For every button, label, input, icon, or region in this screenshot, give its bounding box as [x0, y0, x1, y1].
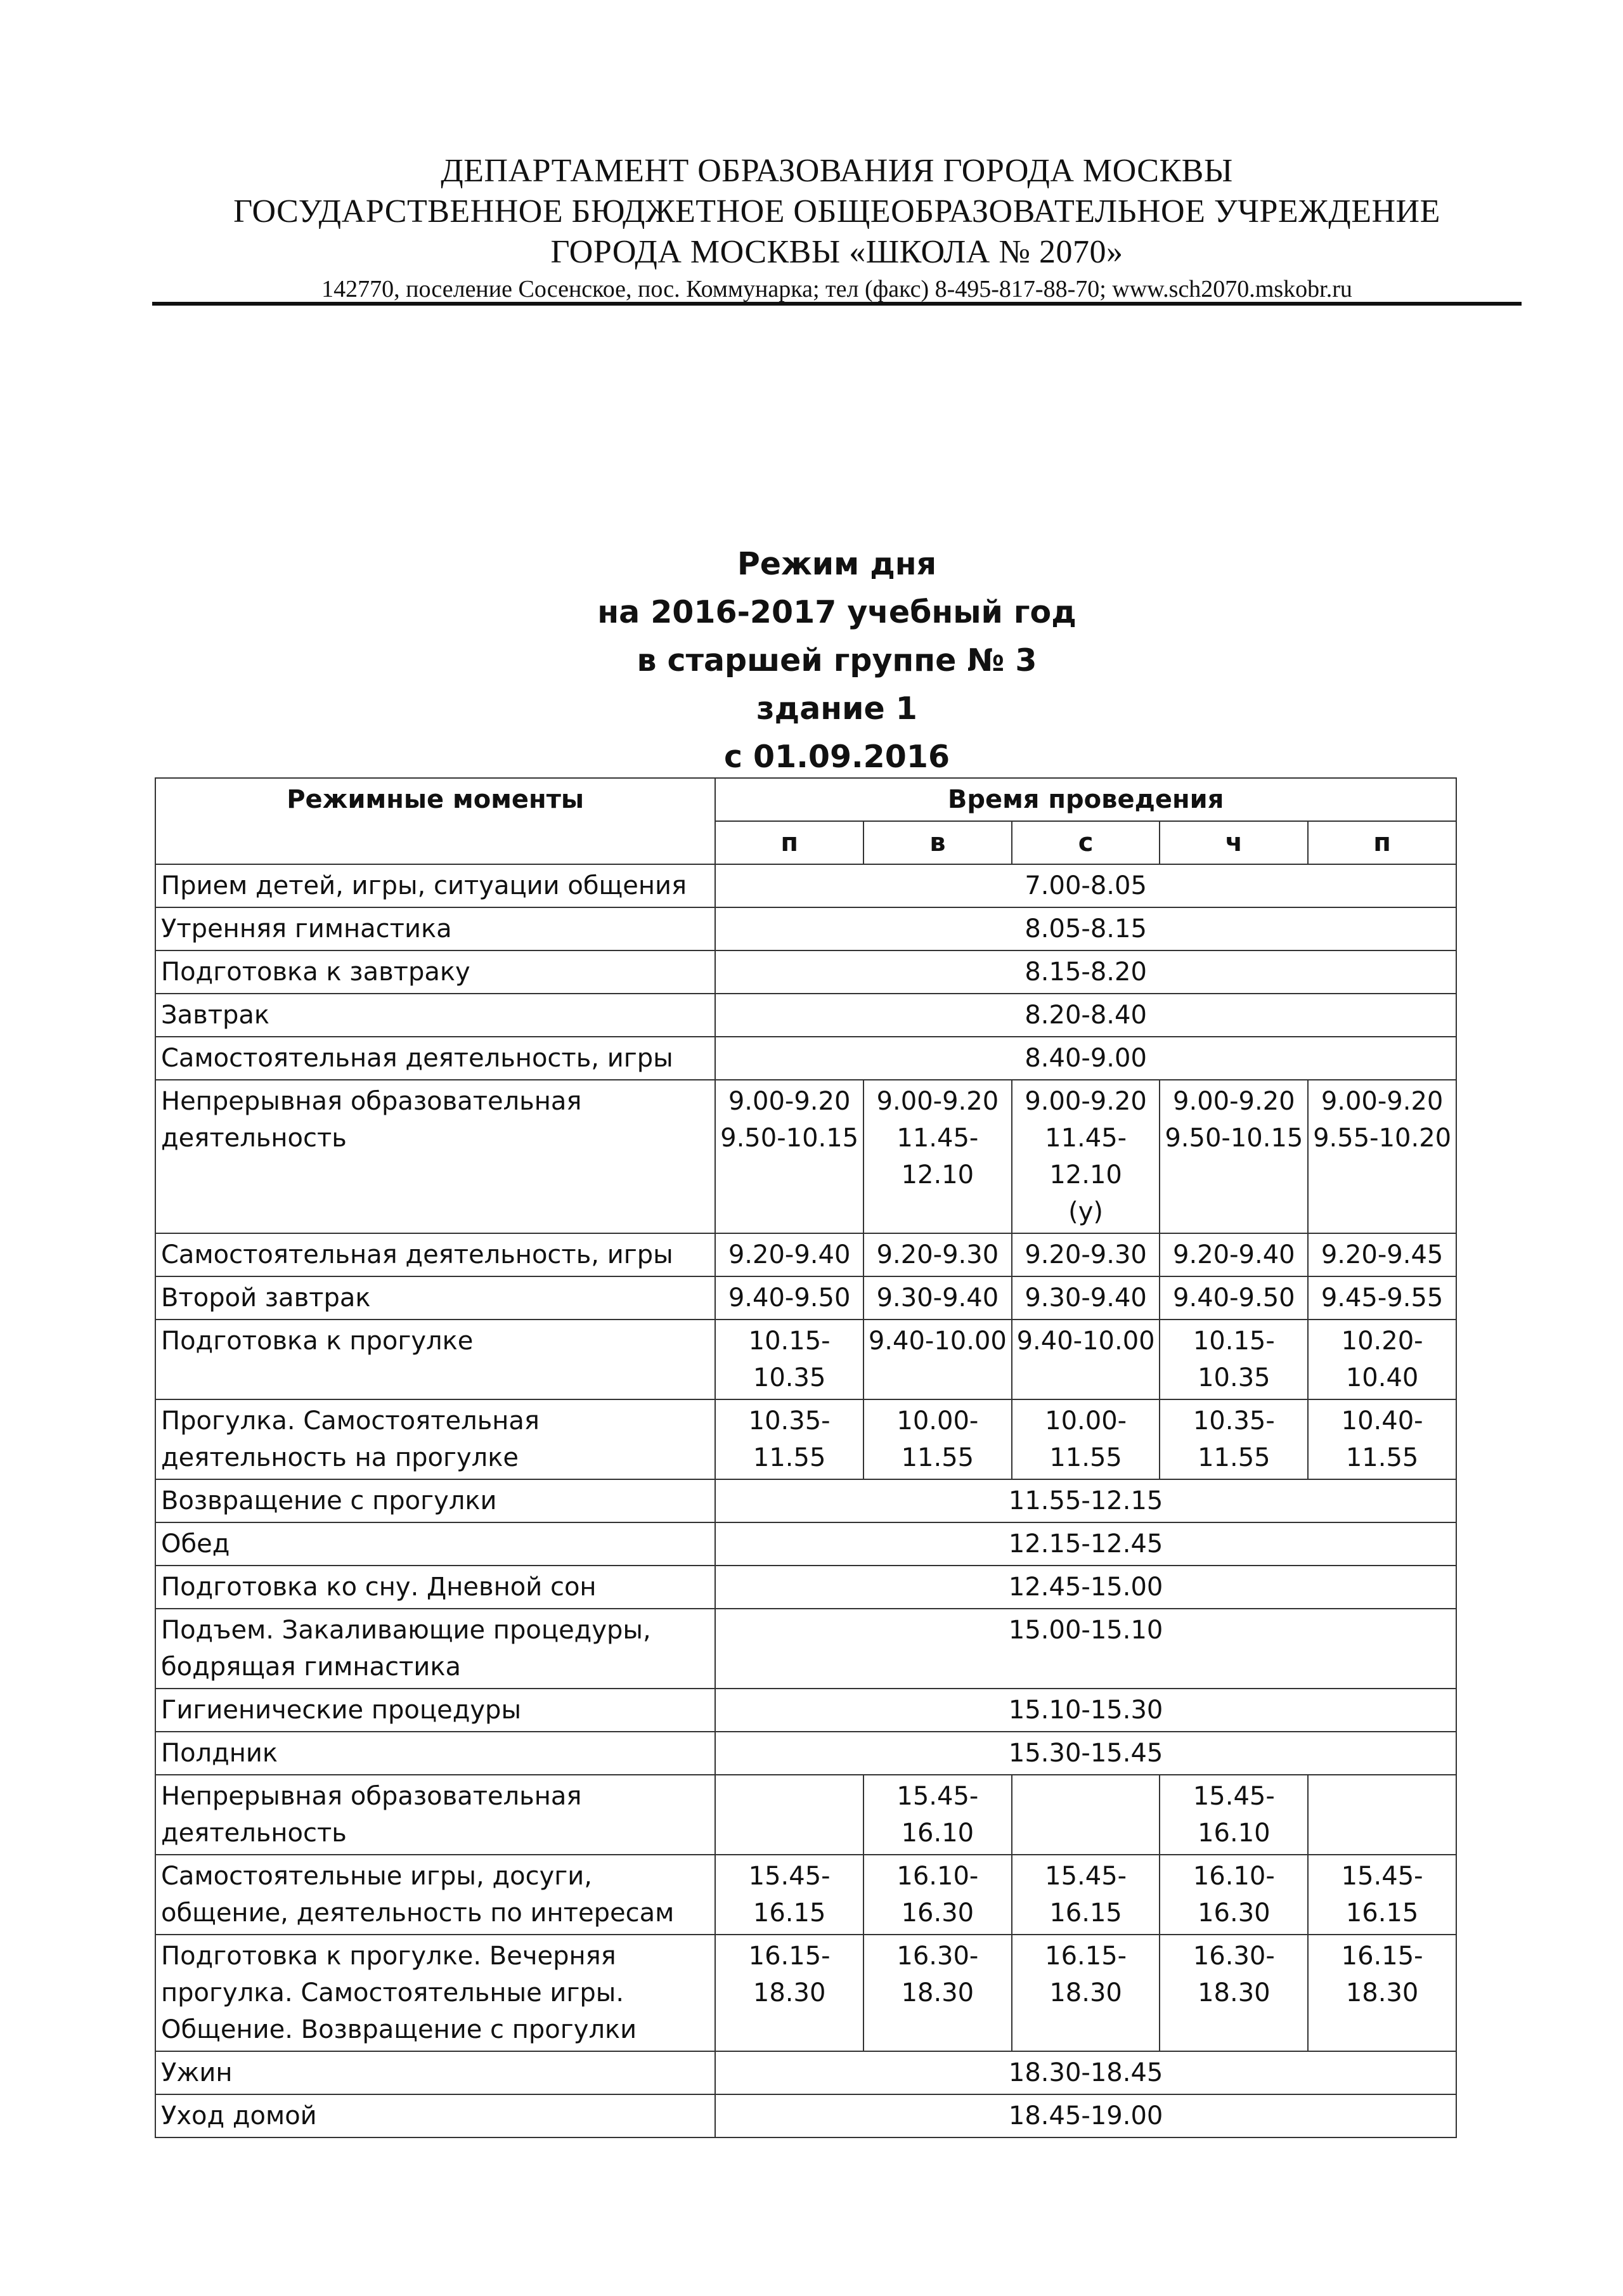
table-row [155, 1522, 1456, 1566]
time-cell-day-1 [715, 1775, 863, 1855]
time-cell-day-1: 10.15-10.35 [715, 1320, 863, 1399]
table-row [155, 1566, 1456, 1609]
time-cell-day-2: 16.30-18.30 [863, 1935, 1012, 2051]
letterhead-school-name: ГОРОДА МОСКВЫ «ШКОЛА № 2070» [550, 234, 1123, 270]
day-header-tue: в [863, 821, 1012, 864]
time-cell-all-days: 8.20-8.40 [715, 994, 1456, 1037]
time-cell-day-5 [1308, 1775, 1456, 1855]
time-cell-day-1: 16.15-18.30 [715, 1935, 863, 2051]
day-header-mon: п [715, 821, 863, 864]
activity-cell: Самостоятельная деятельность, игры [155, 1037, 715, 1080]
time-cell-all-days: 12.45-15.00 [715, 1566, 1456, 1609]
schedule-body [155, 864, 1456, 2137]
time-cell-day-1: 9.40-9.50 [715, 1276, 863, 1320]
table-row [155, 950, 1456, 994]
document-title [152, 540, 1522, 781]
time-cell-all-days: 18.30-18.45 [715, 2051, 1456, 2094]
activity-cell: Самостоятельная деятельность, игры [155, 1233, 715, 1276]
time-cell-day-1: 9.00-9.20 9.50-10.15 [715, 1080, 863, 1233]
time-cell-day-4: 10.35-11.55 [1160, 1399, 1308, 1479]
time-cell-day-4: 10.15-10.35 [1160, 1320, 1308, 1399]
time-cell-day-5: 10.20-10.40 [1308, 1320, 1456, 1399]
time-cell-day-3: 10.00-11.55 [1012, 1399, 1160, 1479]
table-row [155, 1935, 1456, 2051]
time-cell-all-days: 8.40-9.00 [715, 1037, 1456, 1080]
table-row [155, 1233, 1456, 1276]
table-row [155, 1479, 1456, 1522]
title-line-4: здание 1 [756, 691, 917, 727]
time-cell-all-days: 18.45-19.00 [715, 2094, 1456, 2137]
table-row [155, 2051, 1456, 2094]
table-row [155, 1080, 1456, 1233]
letterhead-address: 142770, поселение Сосенское, пос. Коммунарка; тел (факс) 8-495-817-88-70; www.sch2070.mskobr.ru [321, 276, 1352, 302]
time-cell-day-4: 9.00-9.20 9.50-10.15 [1160, 1080, 1308, 1233]
time-cell-day-4: 15.45-16.10 [1160, 1775, 1308, 1855]
time-cell-all-days: 15.10-15.30 [715, 1689, 1456, 1732]
activity-cell: Непрерывная образовательная деятельность [155, 1775, 715, 1855]
title-line-2: на 2016-2017 учебный год [597, 594, 1077, 630]
time-cell-day-5: 9.45-9.55 [1308, 1276, 1456, 1320]
time-cell-day-5: 9.00-9.20 9.55-10.20 [1308, 1080, 1456, 1233]
table-row [155, 994, 1456, 1037]
time-cell-day-2: 9.40-10.00 [863, 1320, 1012, 1399]
activity-cell: Полдник [155, 1732, 715, 1775]
table-row [155, 1399, 1456, 1479]
time-cell-all-days: 15.00-15.10 [715, 1609, 1456, 1689]
activity-cell: Подготовка к завтраку [155, 950, 715, 994]
activity-cell: Подъем. Закаливающие процедуры, бодрящая гимнастика [155, 1609, 715, 1689]
table-row [155, 1775, 1456, 1855]
time-cell-day-5: 16.15-18.30 [1308, 1935, 1456, 2051]
day-header-fri: п [1308, 821, 1456, 864]
time-cell-day-3 [1012, 1775, 1160, 1855]
time-cell-day-3: 9.20-9.30 [1012, 1233, 1160, 1276]
day-header-wed: с [1012, 821, 1160, 864]
time-cell-day-2: 9.20-9.30 [863, 1233, 1012, 1276]
title-line-3: в старшей группе № 3 [637, 642, 1037, 678]
time-cell-day-4: 16.10-16.30 [1160, 1855, 1308, 1935]
table-row [155, 1855, 1456, 1935]
time-cell-day-3: 15.45-16.15 [1012, 1855, 1160, 1935]
activity-cell: Возвращение с прогулки [155, 1479, 715, 1522]
time-cell-day-4: 9.40-9.50 [1160, 1276, 1308, 1320]
table-row [155, 864, 1456, 907]
letterhead-department: ДЕПАРТАМЕНТ ОБРАЗОВАНИЯ ГОРОДА МОСКВЫ [441, 153, 1233, 189]
activity-cell: Непрерывная образовательная деятельность [155, 1080, 715, 1233]
time-cell-all-days: 11.55-12.15 [715, 1479, 1456, 1522]
time-cell-day-3: 16.15-18.30 [1012, 1935, 1160, 2051]
activity-cell: Подготовка ко сну. Дневной сон [155, 1566, 715, 1609]
table-row [155, 1320, 1456, 1399]
table-row [155, 1037, 1456, 1080]
column-header-activity: Режимные моменты [155, 778, 715, 864]
activity-cell: Второй завтрак [155, 1276, 715, 1320]
time-cell-day-3: 9.00-9.20 11.45-12.10 (у) [1012, 1080, 1160, 1233]
schedule-table [155, 777, 1457, 2138]
time-cell-day-2: 9.00-9.20 11.45-12.10 [863, 1080, 1012, 1233]
time-cell-day-1: 10.35-11.55 [715, 1399, 863, 1479]
time-cell-day-5: 15.45-16.15 [1308, 1855, 1456, 1935]
time-cell-day-4: 9.20-9.40 [1160, 1233, 1308, 1276]
letterhead-institution: ГОСУДАРСТВЕННОЕ БЮДЖЕТНОЕ ОБЩЕОБРАЗОВАТЕЛЬНОЕ УЧРЕЖДЕНИЕ [233, 193, 1440, 230]
activity-cell: Самостоятельные игры, досуги, общение, деятельность по интересам [155, 1855, 715, 1935]
column-header-time: Время проведения [715, 778, 1456, 821]
time-cell-day-1: 15.45-16.15 [715, 1855, 863, 1935]
time-cell-all-days: 15.30-15.45 [715, 1732, 1456, 1775]
time-cell-day-2: 10.00-11.55 [863, 1399, 1012, 1479]
title-line-1: Режим дня [737, 546, 937, 582]
table-row [155, 1276, 1456, 1320]
time-cell-day-5: 10.40-11.55 [1308, 1399, 1456, 1479]
activity-cell: Обед [155, 1522, 715, 1566]
activity-cell: Прогулка. Самостоятельная деятельность на прогулке [155, 1399, 715, 1479]
activity-cell: Уход домой [155, 2094, 715, 2137]
title-line-5: с 01.09.2016 [723, 739, 950, 775]
table-row [155, 1609, 1456, 1689]
table-row [155, 2094, 1456, 2137]
time-cell-all-days: 12.15-12.45 [715, 1522, 1456, 1566]
time-cell-day-2: 9.30-9.40 [863, 1276, 1012, 1320]
table-header-row [155, 778, 1456, 821]
activity-cell: Ужин [155, 2051, 715, 2094]
time-cell-day-3: 9.30-9.40 [1012, 1276, 1160, 1320]
letterhead [152, 151, 1522, 306]
time-cell-day-2: 15.45-16.10 [863, 1775, 1012, 1855]
table-row [155, 907, 1456, 950]
time-cell-day-3: 9.40-10.00 [1012, 1320, 1160, 1399]
activity-cell: Завтрак [155, 994, 715, 1037]
time-cell-day-4: 16.30-18.30 [1160, 1935, 1308, 2051]
table-row [155, 1732, 1456, 1775]
time-cell-all-days: 7.00-8.05 [715, 864, 1456, 907]
day-header-thu: ч [1160, 821, 1308, 864]
activity-cell: Подготовка к прогулке [155, 1320, 715, 1399]
time-cell-day-1: 9.20-9.40 [715, 1233, 863, 1276]
time-cell-all-days: 8.15-8.20 [715, 950, 1456, 994]
activity-cell: Утренняя гимнастика [155, 907, 715, 950]
letterhead-divider [152, 302, 1522, 306]
table-row [155, 1689, 1456, 1732]
activity-cell: Гигиенические процедуры [155, 1689, 715, 1732]
activity-cell: Прием детей, игры, ситуации общения [155, 864, 715, 907]
time-cell-day-5: 9.20-9.45 [1308, 1233, 1456, 1276]
activity-cell: Подготовка к прогулке. Вечерняя прогулка. Самостоятельные игры. Общение. Возвращение с прогулки [155, 1935, 715, 2051]
time-cell-all-days: 8.05-8.15 [715, 907, 1456, 950]
time-cell-day-2: 16.10-16.30 [863, 1855, 1012, 1935]
